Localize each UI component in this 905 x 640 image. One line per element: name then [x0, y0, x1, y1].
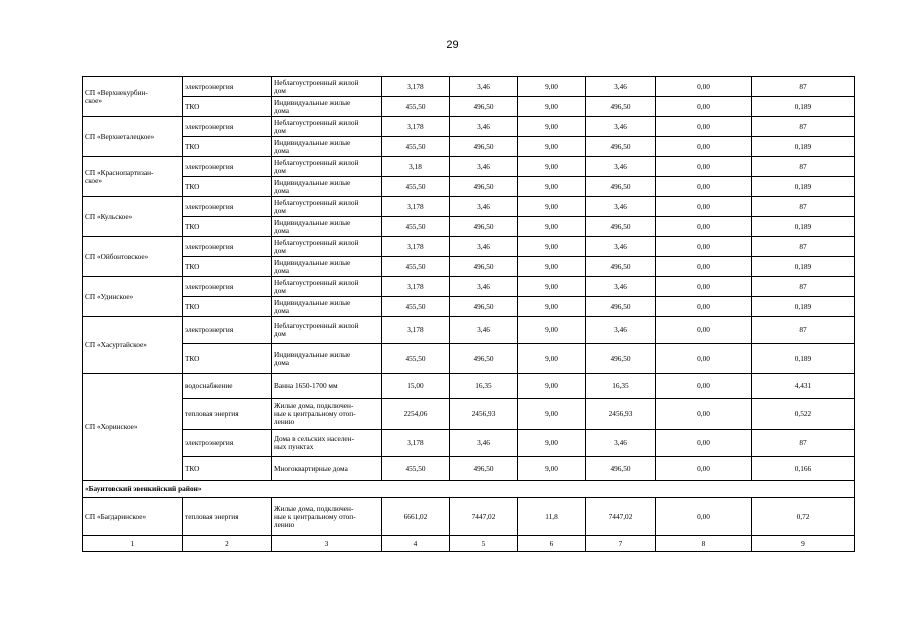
consumer-category: Индивидуальные жилые дома — [272, 297, 382, 317]
value-col-4: 3,178 — [382, 237, 450, 257]
table-row — [83, 317, 855, 344]
value-col-6: 9,00 — [518, 457, 586, 481]
value-col-7: 496,50 — [586, 177, 656, 197]
value-col-6: 9,00 — [518, 257, 586, 277]
value-col-6: 9,00 — [518, 137, 586, 157]
value-col-6: 9,00 — [518, 297, 586, 317]
value-col-7: 3,46 — [586, 237, 656, 257]
consumer-category: Жилые дома, подключен- ные к центральному отоп- лению — [272, 399, 382, 430]
value-col-4: 455,50 — [382, 97, 450, 117]
value-col-7: 3,46 — [586, 197, 656, 217]
value-col-8: 0,00 — [656, 374, 752, 399]
column-number: 3 — [272, 536, 382, 552]
value-col-8: 0,00 — [656, 117, 752, 137]
value-col-4: 3,178 — [382, 277, 450, 297]
resource-type: электроэнергия — [183, 237, 272, 257]
value-col-5: 16,35 — [450, 374, 518, 399]
table-row — [83, 217, 855, 237]
table-row — [83, 344, 855, 374]
value-col-7: 7447,02 — [586, 498, 656, 536]
municipality-name: СП «Краснопартизан- ское» — [83, 157, 183, 197]
value-col-8: 0,00 — [656, 457, 752, 481]
value-col-4: 455,50 — [382, 344, 450, 374]
value-col-5: 2456,93 — [450, 399, 518, 430]
consumer-category: Неблагоустроенный жилой дом — [272, 117, 382, 137]
value-col-4: 3,178 — [382, 117, 450, 137]
value-col-9: 0,189 — [752, 344, 855, 374]
value-col-5: 3,46 — [450, 277, 518, 297]
value-col-7: 16,35 — [586, 374, 656, 399]
value-col-8: 0,00 — [656, 237, 752, 257]
value-col-5: 3,46 — [450, 317, 518, 344]
value-col-9: 87 — [752, 430, 855, 457]
value-col-4: 6661,02 — [382, 498, 450, 536]
value-col-7: 3,46 — [586, 157, 656, 177]
value-col-8: 0,00 — [656, 257, 752, 277]
consumer-category: Индивидуальные жилые дома — [272, 257, 382, 277]
table-row — [83, 177, 855, 197]
value-col-7: 496,50 — [586, 217, 656, 237]
table-row — [83, 399, 855, 430]
table-row — [83, 257, 855, 277]
value-col-5: 3,46 — [450, 237, 518, 257]
value-col-8: 0,00 — [656, 197, 752, 217]
value-col-8: 0,00 — [656, 277, 752, 297]
value-col-5: 3,46 — [450, 117, 518, 137]
table-row — [83, 137, 855, 157]
table-row — [83, 237, 855, 257]
municipality-name: СП «Верхнекурбин- ское» — [83, 77, 183, 117]
column-number-row — [83, 536, 855, 552]
district-row — [83, 481, 855, 498]
value-col-5: 7447,02 — [450, 498, 518, 536]
value-col-5: 3,46 — [450, 77, 518, 97]
value-col-6: 11,8 — [518, 498, 586, 536]
value-col-9: 87 — [752, 157, 855, 177]
value-col-6: 9,00 — [518, 97, 586, 117]
value-col-9: 0,189 — [752, 137, 855, 157]
page-number: 29 — [446, 39, 459, 51]
value-col-9: 87 — [752, 277, 855, 297]
resource-type: электроэнергия — [183, 277, 272, 297]
municipality-name: СП «Удинское» — [83, 277, 183, 317]
table-row — [83, 157, 855, 177]
value-col-5: 496,50 — [450, 217, 518, 237]
table-row — [83, 457, 855, 481]
municipality-name: СП «Верхнеталецкое» — [83, 117, 183, 157]
value-col-8: 0,00 — [656, 97, 752, 117]
value-col-4: 3,18 — [382, 157, 450, 177]
resource-type: электроэнергия — [183, 317, 272, 344]
value-col-6: 9,00 — [518, 277, 586, 297]
consumer-category: Неблагоустроенный жилой дом — [272, 277, 382, 297]
value-col-9: 0,189 — [752, 177, 855, 197]
value-col-4: 2254,06 — [382, 399, 450, 430]
value-col-4: 455,50 — [382, 217, 450, 237]
table-row — [83, 197, 855, 217]
resource-type: электроэнергия — [183, 430, 272, 457]
value-col-9: 0,72 — [752, 498, 855, 536]
value-col-4: 455,50 — [382, 257, 450, 277]
resource-type: ТКО — [183, 177, 272, 197]
value-col-8: 0,00 — [656, 399, 752, 430]
value-col-9: 0,166 — [752, 457, 855, 481]
value-col-4: 3,178 — [382, 430, 450, 457]
consumer-category: Индивидуальные жилые дома — [272, 97, 382, 117]
resource-type: электроэнергия — [183, 197, 272, 217]
resource-type: водоснабжение — [183, 374, 272, 399]
value-col-7: 496,50 — [586, 297, 656, 317]
value-col-9: 0,189 — [752, 297, 855, 317]
value-col-8: 0,00 — [656, 77, 752, 97]
value-col-9: 87 — [752, 237, 855, 257]
resource-type: электроэнергия — [183, 117, 272, 137]
value-col-5: 496,50 — [450, 177, 518, 197]
column-number: 1 — [83, 536, 183, 552]
value-col-9: 0,189 — [752, 97, 855, 117]
value-col-8: 0,00 — [656, 217, 752, 237]
consumer-category: Индивидуальные жилые дома — [272, 344, 382, 374]
municipality-name: СП «Багдаринское» — [83, 498, 183, 536]
value-col-6: 9,00 — [518, 77, 586, 97]
consumer-category: Неблагоустроенный жилой дом — [272, 317, 382, 344]
municipality-name: СП «Хасуртайское» — [83, 317, 183, 374]
value-col-9: 87 — [752, 317, 855, 344]
value-col-4: 455,50 — [382, 297, 450, 317]
value-col-5: 496,50 — [450, 344, 518, 374]
resource-type: ТКО — [183, 297, 272, 317]
column-number: 4 — [382, 536, 450, 552]
table-row — [83, 97, 855, 117]
tariff-table — [82, 76, 855, 552]
value-col-9: 0,189 — [752, 257, 855, 277]
value-col-7: 3,46 — [586, 277, 656, 297]
value-col-5: 3,46 — [450, 430, 518, 457]
table-row — [83, 374, 855, 399]
table-row — [83, 430, 855, 457]
value-col-5: 3,46 — [450, 197, 518, 217]
value-col-8: 0,00 — [656, 430, 752, 457]
resource-type: ТКО — [183, 97, 272, 117]
value-col-7: 3,46 — [586, 77, 656, 97]
resource-type: электроэнергия — [183, 157, 272, 177]
value-col-5: 496,50 — [450, 297, 518, 317]
value-col-9: 87 — [752, 117, 855, 137]
consumer-category: Неблагоустроенный жилой дом — [272, 77, 382, 97]
resource-type: тепловая энергия — [183, 399, 272, 430]
value-col-8: 0,00 — [656, 297, 752, 317]
value-col-4: 455,50 — [382, 177, 450, 197]
column-number: 9 — [752, 536, 855, 552]
value-col-7: 2456,93 — [586, 399, 656, 430]
municipality-name: СП «Хоринское» — [83, 374, 183, 481]
resource-type: электроэнергия — [183, 77, 272, 97]
consumer-category: Жилые дома, подключен- ные к центральному отоп- лению — [272, 498, 382, 536]
consumer-category: Многоквартирные дома — [272, 457, 382, 481]
resource-type: ТКО — [183, 344, 272, 374]
consumer-category: Индивидуальные жилые дома — [272, 217, 382, 237]
value-col-6: 9,00 — [518, 399, 586, 430]
consumer-category: Дома в сельских населен- ных пунктах — [272, 430, 382, 457]
value-col-9: 87 — [752, 77, 855, 97]
value-col-6: 9,00 — [518, 237, 586, 257]
value-col-9: 87 — [752, 197, 855, 217]
value-col-4: 3,178 — [382, 77, 450, 97]
resource-type: тепловая энергия — [183, 498, 272, 536]
value-col-4: 455,50 — [382, 137, 450, 157]
value-col-9: 0,522 — [752, 399, 855, 430]
value-col-8: 0,00 — [656, 498, 752, 536]
value-col-6: 9,00 — [518, 317, 586, 344]
value-col-7: 496,50 — [586, 344, 656, 374]
consumer-category: Ванна 1650-1700 мм — [272, 374, 382, 399]
value-col-7: 496,50 — [586, 257, 656, 277]
district-name: «Баунтовский эвенкийский район» — [83, 481, 855, 498]
value-col-9: 0,189 — [752, 217, 855, 237]
column-number: 2 — [183, 536, 272, 552]
value-col-7: 3,46 — [586, 117, 656, 137]
value-col-8: 0,00 — [656, 317, 752, 344]
value-col-5: 3,46 — [450, 157, 518, 177]
value-col-7: 3,46 — [586, 317, 656, 344]
value-col-4: 455,50 — [382, 457, 450, 481]
value-col-4: 3,178 — [382, 317, 450, 344]
resource-type: ТКО — [183, 137, 272, 157]
consumer-category: Индивидуальные жилые дома — [272, 137, 382, 157]
value-col-8: 0,00 — [656, 137, 752, 157]
consumer-category: Неблагоустроенный жилой дом — [272, 237, 382, 257]
value-col-4: 15,00 — [382, 374, 450, 399]
value-col-6: 9,00 — [518, 430, 586, 457]
value-col-5: 496,50 — [450, 457, 518, 481]
value-col-7: 496,50 — [586, 457, 656, 481]
municipality-name: СП «Кульское» — [83, 197, 183, 237]
consumer-category: Неблагоустроенный жилой дом — [272, 157, 382, 177]
value-col-7: 496,50 — [586, 97, 656, 117]
value-col-4: 3,178 — [382, 197, 450, 217]
resource-type: ТКО — [183, 457, 272, 481]
value-col-7: 496,50 — [586, 137, 656, 157]
column-number: 5 — [450, 536, 518, 552]
value-col-5: 496,50 — [450, 137, 518, 157]
value-col-6: 9,00 — [518, 177, 586, 197]
value-col-9: 4,431 — [752, 374, 855, 399]
value-col-6: 9,00 — [518, 157, 586, 177]
value-col-6: 9,00 — [518, 197, 586, 217]
resource-type: ТКО — [183, 257, 272, 277]
column-number: 7 — [586, 536, 656, 552]
value-col-6: 9,00 — [518, 374, 586, 399]
table-row — [83, 277, 855, 297]
table-row — [83, 117, 855, 137]
consumer-category: Неблагоустроенный жилой дом — [272, 197, 382, 217]
value-col-5: 496,50 — [450, 257, 518, 277]
value-col-5: 496,50 — [450, 97, 518, 117]
table-row — [83, 77, 855, 97]
resource-type: ТКО — [183, 217, 272, 237]
table-row — [83, 297, 855, 317]
table-row — [83, 498, 855, 536]
value-col-8: 0,00 — [656, 177, 752, 197]
value-col-8: 0,00 — [656, 157, 752, 177]
value-col-7: 3,46 — [586, 430, 656, 457]
value-col-8: 0,00 — [656, 344, 752, 374]
value-col-6: 9,00 — [518, 344, 586, 374]
value-col-6: 9,00 — [518, 117, 586, 137]
consumer-category: Индивидуальные жилые дома — [272, 177, 382, 197]
column-number: 8 — [656, 536, 752, 552]
municipality-name: СП «Ойбонтовское» — [83, 237, 183, 277]
value-col-6: 9,00 — [518, 217, 586, 237]
column-number: 6 — [518, 536, 586, 552]
